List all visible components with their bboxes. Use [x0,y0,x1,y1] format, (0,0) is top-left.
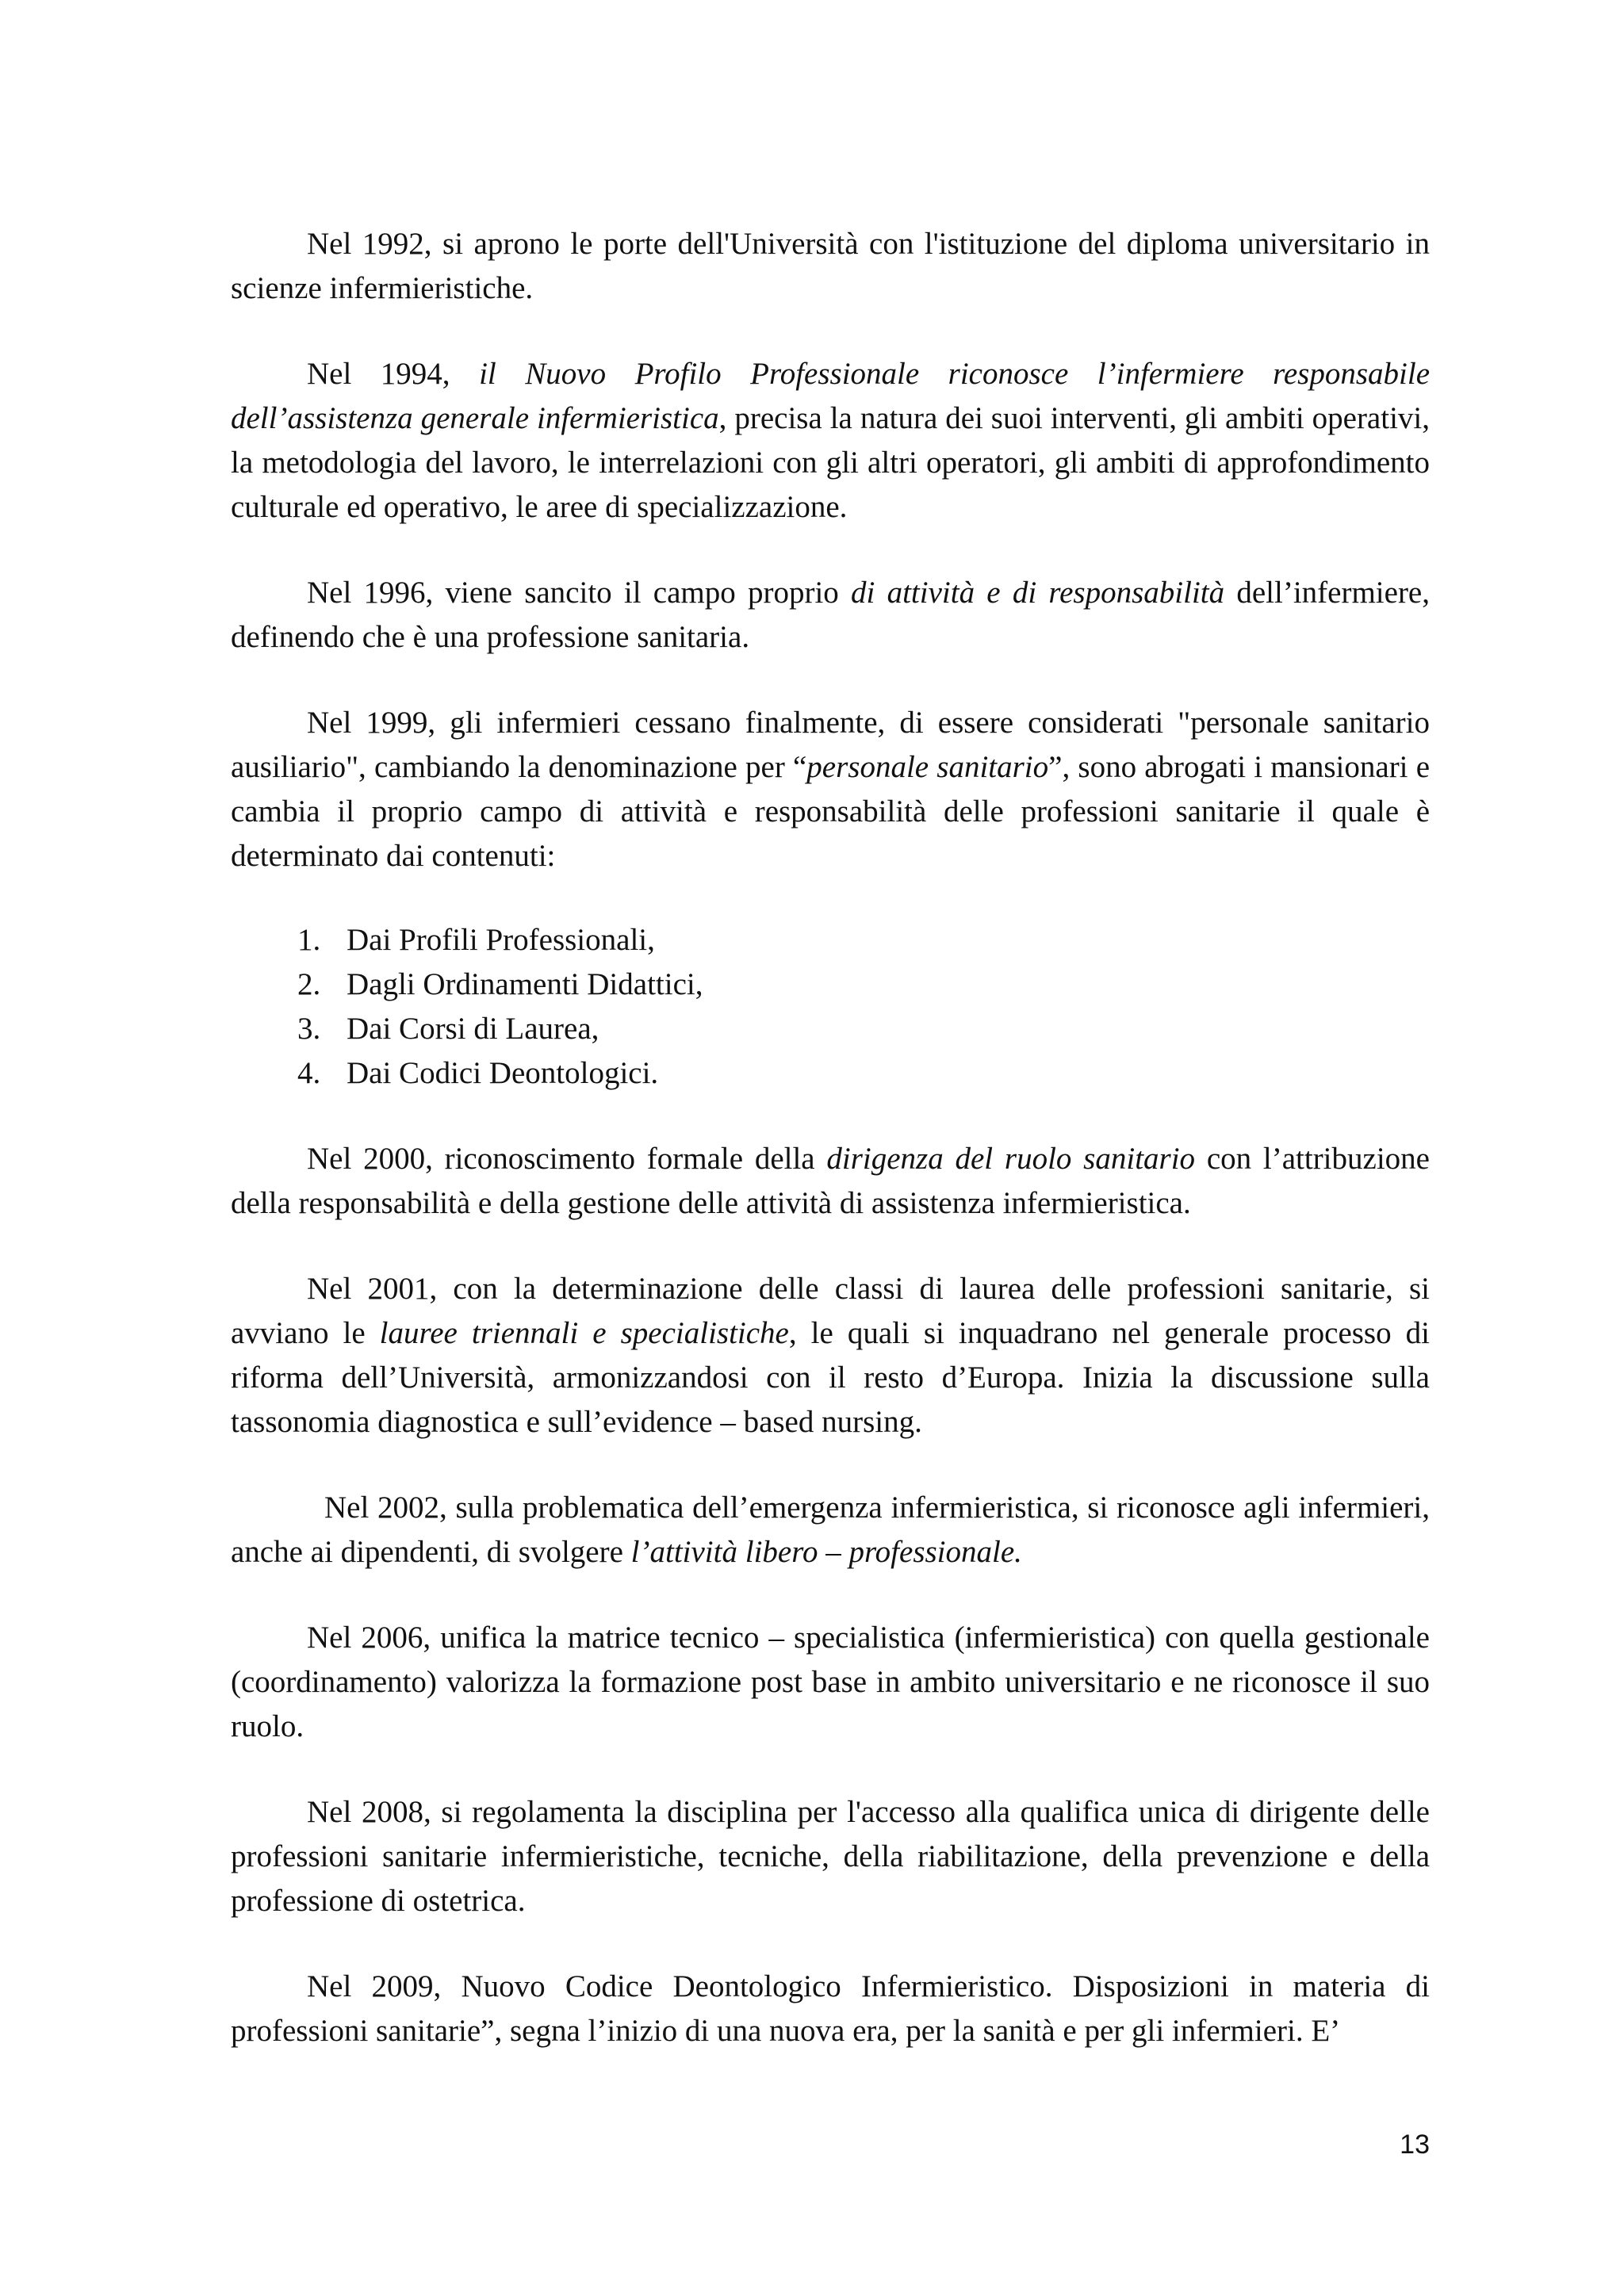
italic-text-segment: di attività e di responsabilità [851,576,1225,610]
text-segment: con l’attribuzione della responsabilità e della gestione delle attività di assistenza infermieristica. [231,1142,1430,1220]
text-segment: dell’infermiere, definendo che è una professione sanitaria. [231,576,1430,654]
list-number: 1. [297,923,321,957]
text-segment: Nel 2000, riconoscimento formale della [307,1142,827,1176]
paragraph-1999 [231,701,1430,878]
text-segment: Nel 1994, [307,357,480,391]
text-segment: Nel 1999, gli infermieri cessano finalmente, di essere considerati "personale sanitario ausiliario", cambiando la denominazione per “ [231,706,1430,784]
paragraph-2001 [231,1267,1430,1445]
text-segment: Nel 2006, unifica la matrice tecnico – specialistica (infermieristica) con quella gestionale (coordinamento) valorizza la formazione post base in ambito universitario e ne riconosce il suo ruolo. [231,1621,1430,1743]
italic-text-segment: dirigenza del ruolo sanitario [826,1142,1196,1176]
page-number: 13 [1400,2130,1430,2160]
text-segment: Nel 2001, con la determinazione delle classi di laurea delle professioni sanitarie, si avviano le [231,1272,1430,1350]
paragraph-2009 [231,1965,1430,2053]
text-segment: Nel 1992, si aprono le porte dell'Università con l'istituzione del diploma universitario in scienze infermieristiche. [231,227,1430,305]
italic-text-segment: il Nuovo Profilo Professionale riconosce l’infermiere responsabile dell’assistenza generale infermieristica [231,357,1431,435]
list-item [231,1007,1430,1051]
paragraph-2000 [231,1137,1430,1226]
list-number: 3. [297,1012,321,1046]
list-item [231,962,1430,1007]
numbered-list [231,918,1430,1096]
paragraph-2002 [231,1486,1430,1575]
list-item-text: Dai Corsi di Laurea, [347,1012,599,1046]
list-item-text: Dai Profili Professionali, [347,923,655,957]
text-segment: Nel 2009, Nuovo Codice Deontologico Infermieristico. Disposizioni in materia di professioni sanitarie”, segna l’inizio di una nuova era, per la sanità e per gli infermieri. E’ [231,1969,1430,2048]
text-segment: Nel 2002, sulla problematica dell’emergenza infermieristica, si riconosce agli infermieri, anche ai dipendenti, di svolgere [231,1490,1430,1569]
italic-text-segment: l’attività libero – professionale. [630,1535,1022,1569]
text-segment: Nel 2008, si regolamenta la disciplina per l'accesso alla qualifica unica di dirigente delle professioni sanitarie infermieristiche, tecniche, della riabilitazione, della prevenzione e della professione di ostetrica. [231,1795,1430,1918]
list-item [231,918,1430,962]
paragraph-1994 [231,352,1430,530]
italic-text-segment: personale sanitario [806,750,1049,784]
list-number: 4. [297,1056,321,1090]
text-segment: ”, sono abrogati i mansionari e cambia il proprio campo di attività e responsabilità delle professioni sanitarie il quale è determinato dai contenuti: [231,750,1431,873]
list-item-text: Dai Codici Deontologici. [347,1056,659,1090]
text-segment: , le quali si inquadrano nel generale processo di riforma dell’Università, armonizzandosi con il resto d’Europa. Inizia la discussione sulla tassonomia diagnostica e sull’evidence – based nursing. [231,1316,1430,1439]
paragraph-1996 [231,571,1430,660]
list-item [231,1051,1430,1096]
paragraph-2006 [231,1616,1430,1749]
paragraph-1992 [231,222,1430,311]
text-segment: Nel 1996, viene sancito il campo proprio [307,576,852,610]
list-item-text: Dagli Ordinamenti Didattici, [347,967,703,1001]
page-body [231,222,1430,2095]
paragraph-2008 [231,1790,1430,1923]
list-number: 2. [297,967,321,1001]
italic-text-segment: lauree triennali e specialistiche [379,1316,789,1350]
text-segment: , precisa la natura dei suoi interventi, gli ambiti operativi, la metodologia del lavoro, le interrelazioni con gli altri operatori, gli ambiti di approfondimento culturale ed operativo, le aree di specializzazione. [231,401,1430,524]
